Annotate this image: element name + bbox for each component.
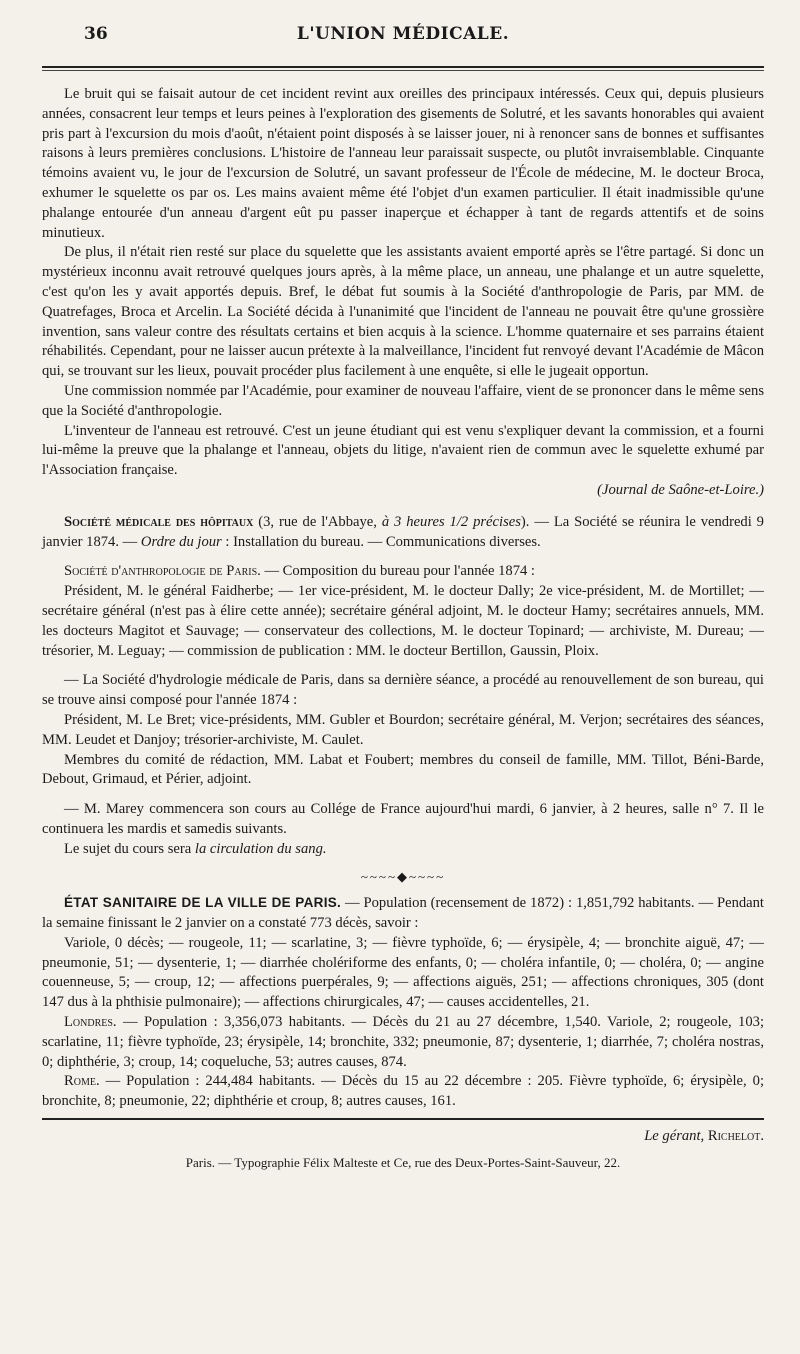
page-number: 36: [84, 24, 108, 44]
notice-hopitaux: [42, 513, 764, 553]
course-subject: la circulation du sang.: [194, 840, 327, 857]
society-name: Société médicale des hôpitaux: [64, 513, 254, 530]
page-header: [42, 0, 764, 56]
etat-sanitaire-rome: [42, 1072, 764, 1112]
notice-hydrologie-intro: — La Société d'hydrologie médicale de Paris, dans sa dernière séance, a procédé au renouvellement de son bureau, qui se trouve ainsi composé pour l'année 1874 :: [42, 672, 764, 709]
notice-text: : Installation du bureau. — Communications diverses.: [221, 533, 541, 550]
etat-sanitaire-heading: ÉTAT SANITAIRE DE LA VILLE DE PARIS.: [64, 895, 342, 911]
section-ornament: ~~~~◆~~~~: [360, 869, 446, 885]
notice-hydrologie-officers: Président, M. Le Bret; vice-présidents, MM. Gubler et Bourdon; secrétaire général, M. Verjon; secrétaires des séances, MM. Leudet et Danjoy; trésorier-archiviste, M. Caulet.: [42, 711, 764, 748]
signature: [42, 1128, 764, 1145]
article-body: [42, 85, 764, 1112]
notice-text: . — Composition du bureau pour l'année 1874 :: [257, 563, 535, 580]
society-name: Société d'anthropologie de Paris: [64, 563, 258, 580]
notice-text: Le sujet du cours sera: [64, 840, 195, 857]
order-label: Ordre du jour: [140, 533, 222, 550]
etat-sanitaire-londres: [42, 1013, 764, 1072]
header-rule: [42, 66, 764, 68]
notice-text: . — Population : 3,356,073 habitants. — Décès du 21 au 27 décembre, 1,540. Variole, 2; rougeole, 103; scarlatine, 11; fièvre typhoïde, 23; érysipèle, 14; bronchite, 332; pneumonie, 87; dysenterie, 1; diarrhée, 7; choléra nostras, 0; diphthérie, 3; croup, 14; coqueluche, 53; autres causes, 874.: [42, 1014, 764, 1070]
article-paragraph: Une commission nommée par l'Académie, pour examiner de nouveau l'affaire, vient de se prononcer dans le même sens que la Société d'anthropologie.: [42, 382, 764, 419]
printer-imprint: Paris. — Typographie Félix Malteste et Ce, rue des Deux-Portes-Saint-Sauveur, 22.: [185, 1155, 621, 1171]
notice-text: — Population (recensement de 1872) : 1,851,792 habitants. — Pendant la semaine finissant le 2 janvier on a constaté 773 décès, savoir :: [42, 895, 764, 932]
article-paragraph: Le bruit qui se faisait autour de cet incident revint aux oreilles des principaux intéressés. Ceux qui, depuis plusieurs années, consacrent leur temps et leurs peines à l'exploration des gisements de Solutré, et les savants honorables qui avaient pris part à l'excursion du mois d'août, n'étaient point disposés à se laisser jouer, ni à renoncer sans de bonnes et suffisantes raisons à leurs premières conclusions. L'histoire de l'anneau leur paraissait suspecte, ou plutôt invraisemblable. Cinquante témoins avaient vu, le jour de l'excursion de Solutré, un savant professeur de l'École de médecine, M. le docteur Broca, exhumer le squelette os par os. Les mains avaient même été l'objet d'un examen particulier. Il était inadmissible qu'une phalange entourée d'un anneau d'argent eût pu passer inaperçue et échapper à tant de regards attentifs et de soins minutieux.: [42, 86, 764, 241]
notice-text: ). — La Société se réunira le vendredi 9 janvier 1874. —: [42, 513, 764, 550]
notice-text: (3, rue de l'Abbaye,: [253, 513, 382, 530]
article-source: (Journal de Saône-et-Loire.): [597, 481, 764, 498]
etat-sanitaire-paris: [42, 893, 764, 934]
footer-rule: [42, 1118, 764, 1120]
city-label: Londres: [64, 1014, 113, 1031]
notice-anthropologie-heading: [42, 562, 764, 582]
notice-time: à 3 heures 1/2 précises: [381, 513, 521, 530]
header-rule-thin: [42, 70, 764, 71]
article-paragraph: De plus, il n'était rien resté sur place du squelette que les assistants avaient emporté après se l'être partagé. Si donc un mystérieux inconnu avait retrouvé quelques jours après, à la même place, un anneau, une phalange et un autre squelette, c'est qu'on les y avait apportés depuis. Bref, le débat fut soumis à la Société d'anthropologie de Paris, par MM. de Quatrefages, Broca et Arcelin. La Société décida à l'unanimité que l'incident de l'anneau ne pouvait être qu'une grossière invention, sans valeur contre des résultats certains et bien acquis à la science. L'homme quaternaire et ses parrains étaient réhabilités. Cependant, pour ne laisser aucun prétexte à la malveillance, l'incident fut renvoyé devant l'Académie de Mâcon qui, se trouvant sur les lieux, pouvait procéder plus facilement à une enquête, si elle le jugeait opportun.: [42, 244, 764, 380]
running-title: L'UNION MÉDICALE.: [296, 24, 510, 44]
etat-sanitaire-paris-detail: Variole, 0 décès; — rougeole, 11; — scarlatine, 3; — fièvre typhoïde, 6; — érysipèle, 4; — bronchite aiguë, 47; — pneumonie, 51; — dysenterie, 1; — diarrhée cholériforme des enfants, 0; — choléra infantile, 0; — choléra, 0; — angine couenneuse, 5; — croup, 12; — affections puerpérales, 9; — affections aiguës, 251; — affections chroniques, 305 (dont 147 dus à la phthisie pulmonaire); — affections chirurgicales, 47; — causes accidentelles, 21.: [42, 934, 764, 1011]
notice-hydrologie-committee: Membres du comité de rédaction, MM. Labat et Foubert; membres du conseil de famille, MM. Tillot, Béni-Barde, Debout, Grimaud, et Périer, adjoint.: [42, 751, 764, 788]
notice-anthropologie-body: Président, M. le général Faidherbe; — 1er vice-président, M. le docteur Dally; 2e vice-président, M. de Mortillet; — secrétaire général (n'est pas à élire cette année); secrétaire général adjoint, M. le docteur Hamy; secrétaires annuels, MM. les docteurs Magitot et Sauvage; — conservateur des collections, M. le docteur Topinard; — archiviste, M. Dureau; — trésorier, M. Leguay; — commission de publication : MM. le docteur Bertillon, Gaussin, Ploix.: [42, 583, 764, 659]
city-label: Rome: [64, 1073, 96, 1090]
article-paragraph: L'inventeur de l'anneau est retrouvé. C'est un jeune étudiant qui est venu s'expliquer devant la commission, et a fourni lui-même la preuve que la phalange et l'anneau, objets du litige, n'avaient rien de commun avec le squelette exhumé par l'Association française.: [42, 422, 764, 479]
signature-label: Le gérant,: [644, 1128, 705, 1145]
signature-name: Richelot.: [707, 1128, 764, 1145]
notice-marey-subject: [42, 840, 764, 860]
notice-marey: — M. Marey commencera son cours au Collége de France aujourd'hui mardi, 6 janvier, à 2 heures, salle n° 7. Il le continuera les mardis et samedis suivants.: [42, 801, 764, 837]
notice-text: . — Population : 244,484 habitants. — Décès du 15 au 22 décembre : 205. Fièvre typhoïde, 6; érysipèle, 0; bronchite, 8; pneumonie, 22; diphthérie et croup, 8; autres causes, 161.: [42, 1073, 764, 1110]
